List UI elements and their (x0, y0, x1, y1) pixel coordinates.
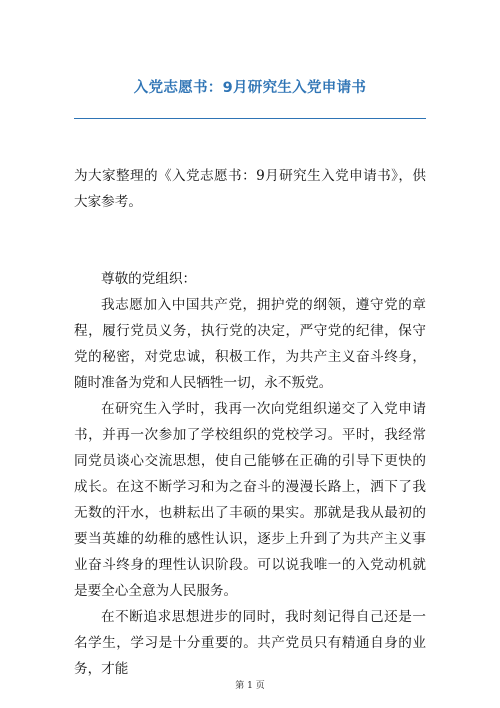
document-title: 入党志愿书：9月研究生入党申请书 (133, 80, 367, 96)
intro-section (74, 163, 426, 215)
salutation: 尊敬的党组织： (101, 271, 197, 287)
intro-paragraph: 为大家整理的《入党志愿书：9月研究生入党申请书》，供大家参考。 (74, 168, 426, 210)
page-number: 第 1 页 (235, 681, 265, 691)
letter-section (74, 266, 426, 682)
body-paragraph: 在不断追求思想进步的同时，我时刻记得自己还是一名学生，学习是十分重要的。共产党员只有精通自身的业务，才能 (74, 609, 426, 677)
title-divider (74, 118, 426, 119)
body-paragraph: 在研究生入学时，我再一次向党组织递交了入党申请书，并再一次参加了学校组织的党校学习。平时，我经常同党员谈心交流思想，使自己能够在正确的引导下更快的成长。在这不断学习和为之奋斗的漫漫长路上，洒下了我无数的汗水，也耕耘出了丰硕的果实。那就是我从最初的要当英雄的幼稚的感性认识，逐步上升到了为共产主义事业奋斗终身的理性认识阶段。可以说我唯一的入党动机就是要全心全意为人民服务。 (74, 401, 426, 599)
body-paragraph: 我志愿加入中国共产党，拥护党的纲领，遵守党的章程，履行党员义务，执行党的决定，严守党的纪律，保守党的秘密，对党忠诚，积极工作，为共产主义奋斗终身，随时准备为党和人民牺牲一切，永不叛党。 (74, 297, 426, 391)
